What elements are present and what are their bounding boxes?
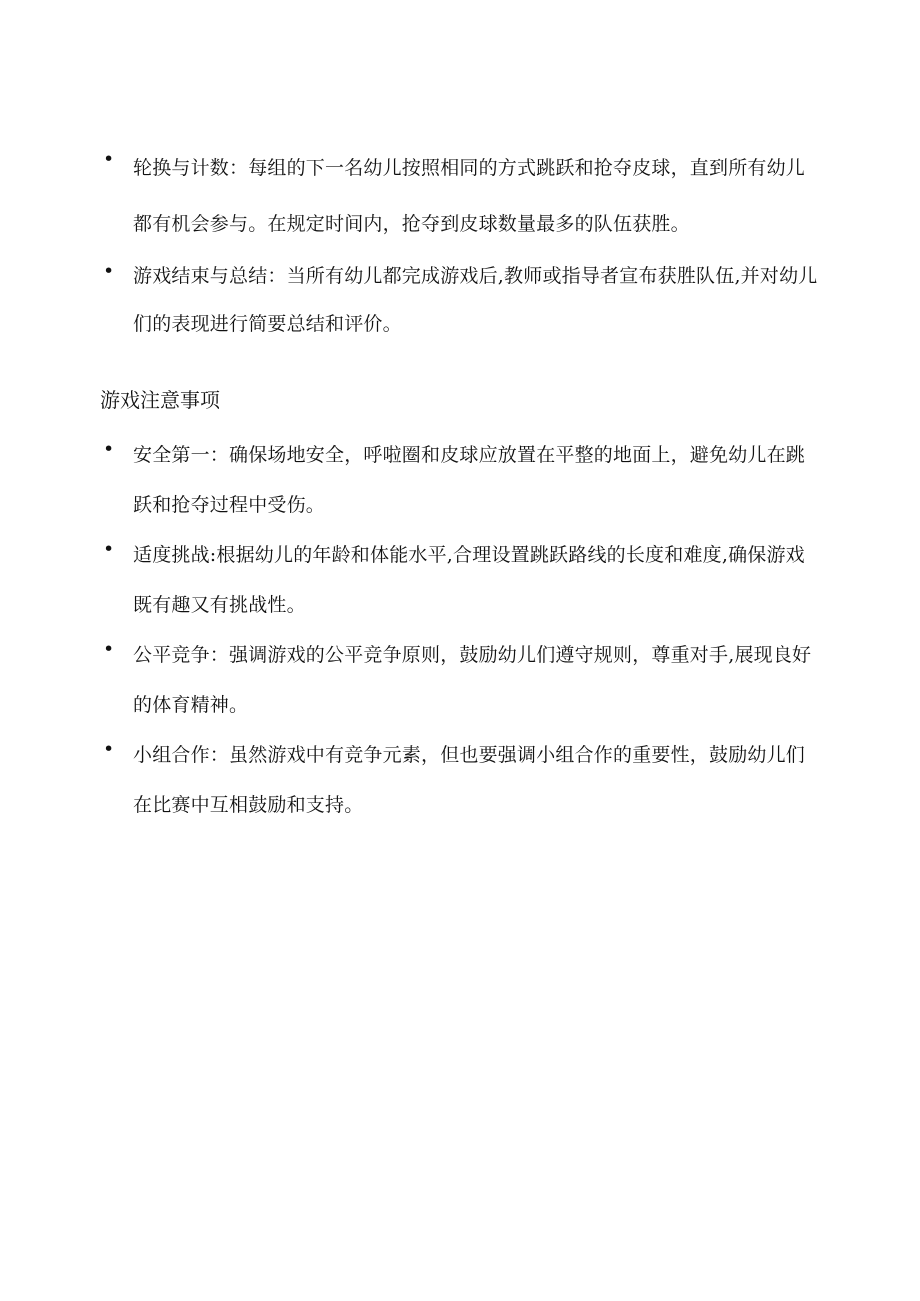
bullet-icon: •: [103, 738, 115, 760]
list-item-text: 安全第一：确保场地安全，呼啦圈和皮球应放置在平整的地面上，避免幼儿在跳跃和抢夺过程中受伤。: [133, 444, 806, 516]
list-item: [0, 730, 920, 830]
list-item: [0, 430, 920, 530]
list-item: [0, 140, 920, 252]
list-item-text: 小组合作：虽然游戏中有竞争元素，但也要强调小组合作的重要性，鼓励幼儿们在比赛中互相鼓励和支持。: [133, 744, 806, 816]
bullet-icon: •: [103, 438, 115, 460]
notes-list: [0, 430, 920, 830]
bullet-icon: •: [103, 538, 115, 560]
list-item: [0, 252, 920, 348]
bullet-icon: •: [103, 148, 115, 170]
list-item-text: 轮换与计数：每组的下一名幼儿按照相同的方式跳跃和抢夺皮球，直到所有幼儿都有机会参与。在规定时间内，抢夺到皮球数量最多的队伍获胜。: [133, 157, 806, 235]
list-item-text: 游戏结束与总结：当所有幼儿都完成游戏后,教师或指导者宣布获胜队伍,并对幼儿们的表现进行简要总结和评价。: [133, 265, 818, 335]
game-steps-list: [0, 140, 920, 348]
list-item-text: 公平竞争：强调游戏的公平竞争原则，鼓励幼儿们遵守规则，尊重对手,展现良好的体育精神。: [133, 644, 812, 716]
bullet-icon: •: [103, 638, 115, 660]
list-item: [0, 630, 920, 730]
list-item-text: 适度挑战:根据幼儿的年龄和体能水平,合理设置跳跃路线的长度和难度,确保游戏既有趣又有挑战性。: [133, 544, 805, 616]
section-heading: 游戏注意事项: [100, 388, 220, 412]
list-item: [0, 530, 920, 630]
bullet-icon: •: [103, 260, 115, 282]
